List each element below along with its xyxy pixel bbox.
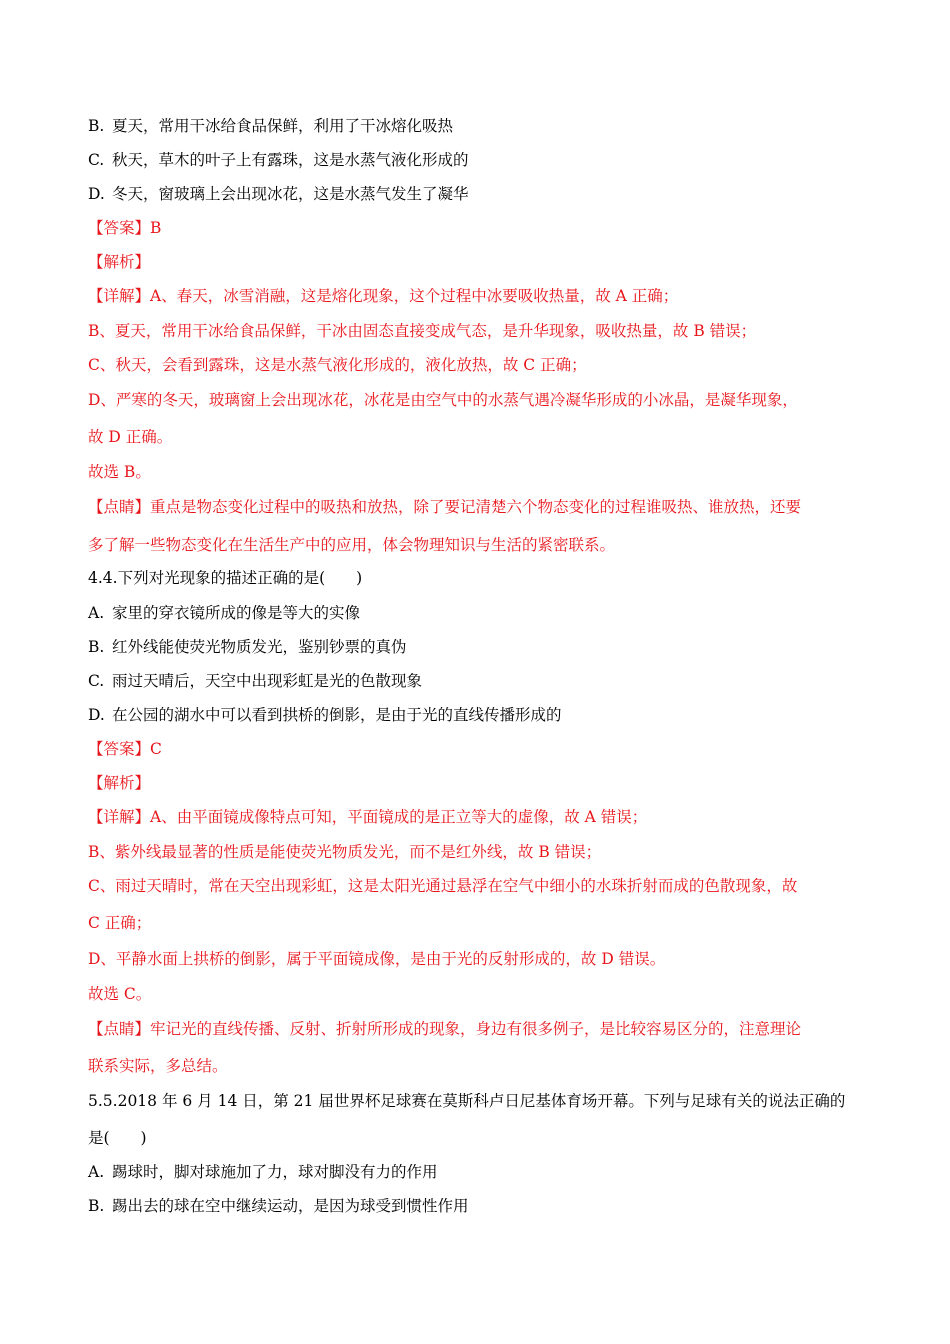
q3-option-d: [88, 183, 868, 205]
option-text: 踢球时，脚对球施加了力，球对脚没有力的作用: [112, 1163, 438, 1181]
option-text: 家里的穿衣镜所成的像是等大的实像: [112, 604, 361, 622]
q3-detail-5: 故 D 正确。: [88, 428, 173, 446]
option-text: 在公园的湖水中可以看到拱桥的倒影，是由于光的直线传播形成的: [112, 706, 562, 724]
q5-option-b: [88, 1195, 868, 1217]
q4-detail-2: B、紫外线最显著的性质是能使荧光物质发光，而不是红外线，故 B 错误；: [88, 843, 602, 861]
q4-option-c: [88, 670, 868, 692]
q3-answer: 【答案】B: [88, 219, 162, 237]
q3-comment-1: 【点睛】重点是物态变化过程中的吸热和放热，除了要记清楚六个物态变化的过程谁吸热、谁放热，还要: [88, 498, 802, 516]
option-text: 秋天，草木的叶子上有露珠，这是水蒸气液化形成的: [112, 151, 469, 169]
option-letter: C.: [88, 672, 105, 690]
option-letter: B.: [88, 1197, 105, 1215]
q3-option-b: [88, 115, 868, 137]
q4-stem: 4.4.下列对光现象的描述正确的是( ): [88, 569, 363, 587]
q4-answer: 【答案】C: [88, 740, 162, 758]
q5-stem-2: 是( ): [88, 1129, 147, 1147]
q4-option-d: [88, 704, 868, 726]
q4-detail-4: C 正确；: [88, 914, 152, 932]
q4-option-b: [88, 636, 868, 658]
option-letter: D.: [88, 185, 105, 203]
option-text: 冬天，窗玻璃上会出现冰花，这是水蒸气发生了凝华: [112, 185, 469, 203]
q4-analysis: 【解析】: [88, 774, 151, 792]
q4-comment-1: 【点睛】牢记光的直线传播、反射、折射所形成的现象，身边有很多例子，是比较容易区分的，注意理论: [88, 1020, 802, 1038]
q5-option-a: [88, 1161, 868, 1183]
q3-detail-4: D、严寒的冬天，玻璃窗上会出现冰花，冰花是由空气中的水蒸气遇冷凝华形成的小冰晶，是凝华现象，: [88, 391, 798, 409]
q4-comment-2: 联系实际，多总结。: [88, 1057, 228, 1075]
q3-conclusion: 故选 B。: [88, 463, 151, 481]
option-letter: D.: [88, 706, 105, 724]
option-letter: B.: [88, 638, 105, 656]
q3-option-c: [88, 149, 868, 171]
option-text: 夏天，常用干冰给食品保鲜，利用了干冰熔化吸热: [112, 117, 454, 135]
option-letter: B.: [88, 117, 105, 135]
q4-detail-5: D、平静水面上拱桥的倒影，属于平面镜成像，是由于光的反射形成的，故 D 错误。: [88, 950, 666, 968]
option-letter: A.: [88, 604, 105, 622]
option-letter: A.: [88, 1163, 105, 1181]
q4-option-a: [88, 602, 868, 624]
q3-detail-3: C、秋天，会看到露珠，这是水蒸气液化形成的，液化放热，故 C 正确；: [88, 356, 587, 374]
option-letter: C.: [88, 151, 105, 169]
q3-comment-2: 多了解一些物态变化在生活生产中的应用，体会物理知识与生活的紧密联系。: [88, 536, 616, 554]
option-text: 踢出去的球在空中继续运动，是因为球受到惯性作用: [112, 1197, 469, 1215]
q3-analysis: 【解析】: [88, 253, 151, 271]
q3-detail-1: 【详解】A、春天，冰雪消融，这是熔化现象，这个过程中冰要吸收热量，故 A 正确；: [88, 287, 679, 305]
q5-stem-1: 5.5.2018 年 6 月 14 日，第 21 届世界杯足球赛在莫斯科卢日尼基体育场开幕。下列与足球有关的说法正确的: [88, 1092, 846, 1110]
q3-detail-2: B、夏天，常用干冰给食品保鲜，干冰由固态直接变成气态，是升华现象，吸收热量，故 B 错误；: [88, 322, 757, 340]
q4-detail-3: C、雨过天晴时，常在天空出现彩虹，这是太阳光通过悬浮在空气中细小的水珠折射而成的色散现象，故: [88, 877, 798, 895]
option-text: 雨过天晴后，天空中出现彩虹是光的色散现象: [112, 672, 423, 690]
option-text: 红外线能使荧光物质发光，鉴别钞票的真伪: [112, 638, 407, 656]
q4-conclusion: 故选 C。: [88, 985, 152, 1003]
q4-detail-1: 【详解】A、由平面镜成像特点可知，平面镜成的是正立等大的虚像，故 A 错误；: [88, 808, 648, 826]
